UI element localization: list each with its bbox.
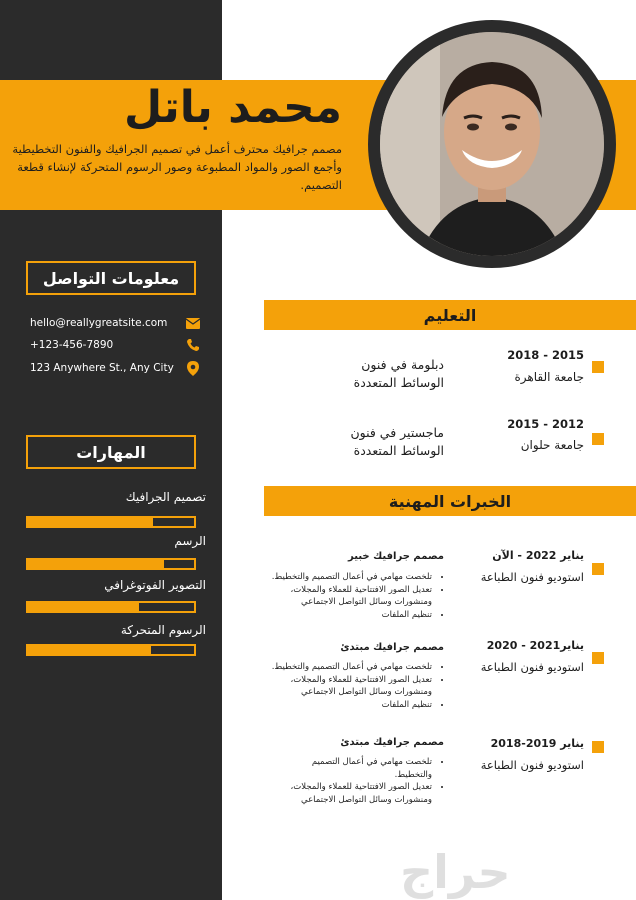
- education-bullet: [592, 361, 604, 373]
- skill-label: التصوير الفوتوغرافي: [104, 578, 206, 592]
- education-school: جامعة القاهرة: [514, 370, 584, 384]
- experience-company: استوديو فنون الطباعة: [480, 570, 584, 584]
- watermark-logo: حراج: [400, 845, 511, 899]
- experience-bullet: [592, 741, 604, 753]
- experience-role: مصمم جرافيك خبير: [348, 551, 444, 562]
- skill-bar: [26, 558, 196, 570]
- profile-summary: مصمم جرافيك محترف أعمل في تصميم الجرافيك والفنون التخطيطية وأجمع الصور والمواد المطبوعة وصور الرسوم المتحركة لإنشاء قطعة التصميم.: [12, 142, 342, 192]
- duty-item: • تعديل الصور الافتتاحية للعملاء والمجلات،: [291, 781, 433, 794]
- duty-item: • تنظيم الملفات: [272, 609, 432, 622]
- duty-item: ومنشورات وسائل التواصل الاجتماعي: [300, 597, 432, 607]
- education-bullet: [592, 433, 604, 445]
- contact-section-title: معلومات التواصل: [26, 261, 196, 295]
- skill-bar-fill: [28, 603, 139, 611]
- duty-item: والتخطيط.: [394, 769, 432, 780]
- contact-phone[interactable]: +123-456-7890: [30, 339, 114, 351]
- education-years: 2015 - 2018: [507, 348, 584, 362]
- location-icon: [186, 361, 200, 375]
- experience-company: استوديو فنون الطباعة: [480, 758, 584, 772]
- experience-period: يناير 2022 - الآن: [492, 549, 584, 562]
- education-years: 2012 - 2015: [507, 417, 584, 431]
- skill-bar: [26, 516, 196, 528]
- skill-label: تصميم الجرافيك: [125, 490, 206, 504]
- skill-bar: [26, 601, 196, 613]
- experience-bullet: [592, 563, 604, 575]
- person-name: محمد باتل: [123, 82, 342, 133]
- contact-address: 123 Anywhere St., Any City: [30, 362, 174, 374]
- skill-bar: [26, 644, 196, 656]
- experience-role: مصمم جرافيك مبتدئ: [340, 737, 444, 748]
- profile-photo-frame: [368, 20, 616, 268]
- skill-bar-fill: [28, 560, 164, 568]
- education-section-title: التعليم: [264, 300, 636, 330]
- skills-section-title: المهارات: [26, 435, 196, 469]
- contact-phone-row: [30, 338, 200, 352]
- education-school: جامعة حلوان: [520, 438, 584, 452]
- contact-email-row: [30, 316, 200, 330]
- skill-bar-fill: [28, 518, 153, 526]
- experience-duties: [291, 756, 445, 806]
- duty-item: • تعديل الصور الافتتاحية للعملاء والمجلات،: [272, 584, 432, 597]
- skill-label: الرسم: [174, 534, 206, 548]
- experience-period: يناير 2019-2018: [490, 737, 584, 750]
- profile-photo: [380, 32, 604, 256]
- duty-item: • تلخصت مهامي في أعمال التصميم والتخطيط.: [272, 571, 432, 584]
- experience-role: مصمم جرافيك مبتدئ: [340, 642, 444, 653]
- experience-company: استوديو فنون الطباعة: [480, 660, 584, 674]
- duty-item: ومنشورات وسائل التواصل الاجتماعي: [300, 794, 432, 805]
- experience-period: يناير2021 - 2020: [486, 639, 584, 652]
- skill-bar-fill: [28, 646, 151, 654]
- education-degree: دبلومة في فنون: [361, 357, 444, 372]
- duty-item: • تلخصت مهامي في أعمال التصميم والتخطيط.: [272, 661, 432, 674]
- experience-section-title: الخبرات المهنية: [264, 486, 636, 516]
- contact-email[interactable]: hello@reallygreatsite.com: [30, 317, 168, 329]
- experience-bullet: [592, 652, 604, 664]
- contact-address-row: [30, 361, 200, 375]
- skill-label: الرسوم المتحركة: [120, 623, 206, 637]
- phone-icon: [186, 338, 200, 352]
- experience-duties: [272, 571, 444, 621]
- duty-item: • تلخصت مهامي في أعمال التصميم: [291, 756, 433, 769]
- education-degree: الوسائط المتعددة: [353, 443, 444, 458]
- experience-duties: [272, 661, 444, 711]
- duty-item: • تعديل الصور الافتتاحية للعملاء والمجلات،: [272, 674, 432, 687]
- duty-item: ومنشورات وسائل التواصل الاجتماعي: [300, 687, 432, 697]
- portrait-illustration: [380, 32, 604, 256]
- education-degree: الوسائط المتعددة: [353, 375, 444, 390]
- education-degree: ماجستير في فنون: [350, 425, 444, 440]
- email-icon: [186, 316, 200, 330]
- duty-item: • تنظيم الملفات: [272, 699, 432, 712]
